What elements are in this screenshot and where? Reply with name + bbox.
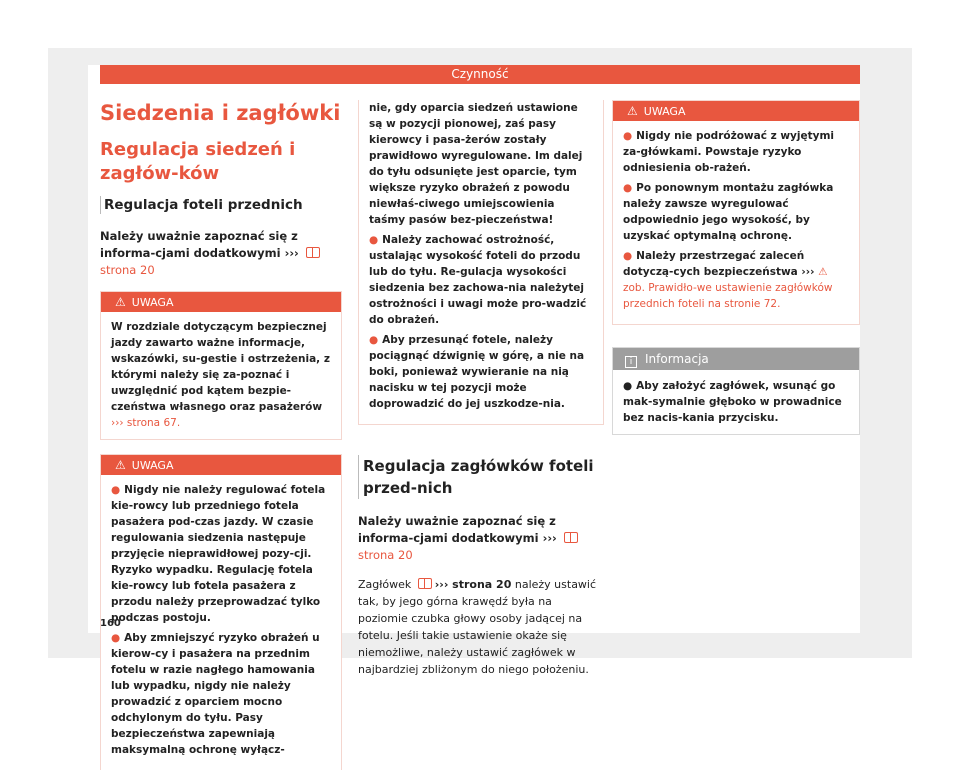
column-3 (612, 100, 860, 435)
warning-body: W rozdziale dotyczącym bezpiecznej jazdy zawarto ważne informacje, wskazówki, su-gestie i ostrzeżenia, z którymi należy się za-poznać i uwzględnić pod kątem bezpie-czeństwa własnego oraz pasażerów ››› strona 67. (111, 321, 330, 429)
warning-icon: ⚠ (627, 104, 638, 118)
section-title: Siedzenia i zagłówki (100, 101, 341, 125)
warning-icon: ⚠ (818, 266, 828, 278)
page-reference[interactable]: zob. Prawidło-we ustawienie zagłówków przednich foteli na stronie 72. (623, 282, 833, 310)
topic-title: Regulacja foteli przednich (100, 196, 342, 214)
warning-body (101, 475, 341, 770)
info-header: i Informacja (613, 348, 859, 370)
warning-header: ⚠ UWAGA (613, 101, 859, 121)
warning-icon: ⚠ (115, 458, 126, 472)
intro-paragraph: Należy uważnie zapoznać się z informa-cjami dodatkowymi ››› strona 20 (358, 513, 604, 564)
warning-box (100, 291, 342, 440)
column-1 (100, 100, 342, 770)
list-item: ● Aby zmniejszyć ryzyko obrażeń u kierow-cy i pasażera na przednim fotelu w razie nagłego hamowania lub wypadku, nigdy nie należy prowadzić z oparciem mocno odchylonym do tyłu. Pasy bezpieczeństwa zapewniają maksymalną ochronę wyłącz- (111, 632, 320, 756)
chapter-header: Czynność (100, 65, 860, 84)
page-reference[interactable]: strona 20 (358, 548, 413, 562)
info-body (613, 370, 859, 434)
info-box (612, 347, 860, 435)
warning-icon: ⚠ (115, 295, 126, 309)
body-paragraph: Zagłówek ››› strona 20 należy ustawić tak, by jego górna krawędź była na poziomie czubka głowy osoby jadącej na fotelu. Jeśli takie ustawienie okaże się niemożliwe, należy ustawić zagłówek w najbardziej zbliżonym do niego położeniu. (358, 578, 597, 676)
book-icon (418, 578, 432, 589)
subsection-title: Regulacja siedzeń i zagłów-ków (100, 139, 296, 184)
book-icon (306, 247, 320, 258)
page-reference[interactable]: ››› strona 20 (415, 578, 512, 591)
warning-header: ⚠ UWAGA (101, 455, 341, 475)
page-number: 160 (100, 618, 121, 629)
warning-box (612, 100, 860, 325)
intro-paragraph: Należy uważnie zapoznać się z informa-cjami dodatkowymi ››› strona 20 (100, 228, 342, 279)
page-reference[interactable]: ››› strona 67. (111, 417, 181, 429)
warning-box (100, 454, 342, 770)
column-2 (358, 100, 604, 678)
list-item: ● Po ponownym montażu zagłówka należy zawsze wyregulować odpowiednio jego wysokość, by uzyskać optymalną ochronę. (623, 182, 834, 242)
list-item: ● Należy zachować ostrożność, ustalając wysokość foteli do przodu lub do tyłu. Re-gulacja wysokości siedzenia bez zachowa-nia należytej ostrożności i uwagi może pro-wadzić do obrażeń. (369, 234, 587, 326)
list-item: ● Aby przesunąć fotele, należy pociągnąć dźwignię w górę, a nie na boki, ponieważ wywieranie na nią nacisku w tej pozycji może doprowadzić do jej uszkodze-nia. (369, 334, 585, 410)
list-item: ● Aby założyć zagłówek, wsunąć go mak-symalnie głęboko w prowadnice bez nacis-kania przycisku. (623, 380, 842, 424)
list-item: ● Nigdy nie podróżować z wyjętymi za-główkami. Powstaje ryzyko odniesienia ob-rażeń. (623, 130, 835, 174)
warning-body (613, 121, 859, 324)
info-icon: i (625, 356, 637, 368)
list-item: ● Nigdy nie należy regulować fotela kie-rowcy lub przedniego fotela pasażera pod-czas jazdy. W czasie regulowania siedzenia następuje przyjęcie nieprawidłowej pozy-cji. Ryzyko wypadku. Regulację fotela kie-rowcy lub fotela pasażera z przodu należy przeprowadzać tylko podczas postoju. (111, 484, 326, 624)
book-icon (564, 532, 578, 543)
warning-header: ⚠ UWAGA (101, 292, 341, 312)
warning-continuation: nie, gdy oparcia siedzeń ustawione są w pozycji pionowej, zaś pasy kierowcy i pasa-żerów zostały prawidłowo wyregulowane. Im dalej do tyłu odsunięte jest oparcie, tym większe ryzyko obrażeń z powodu niewłaś-ciwego umiejscowienia taśmy pasów bez-pieczeństwa! ● Należy zachować ostrożność, ustalając wysokość foteli do przodu lub do tyłu. Re-gulacja wysokości siedzenia bez zachowa-nia należytej ostrożności i uwagi może pro-wadzić do obrażeń. ● Aby przesunąć fotele, należy pociągnąć dźwignię w górę, a nie na boki, ponieważ wywieranie na nią nacisku w tej pozycji może doprowadzić do jej uszkodze-nia. (358, 100, 604, 425)
list-item: ● Należy przestrzegać zaleceń dotyczą-cych bezpieczeństwa ››› ⚠ zob. Prawidło-we ustawienie zagłówków przednich foteli na stronie 72. (623, 250, 833, 310)
page-reference[interactable]: strona 20 (100, 263, 155, 277)
topic-title: Regulacja zagłówków foteli przed-nich (358, 455, 604, 499)
